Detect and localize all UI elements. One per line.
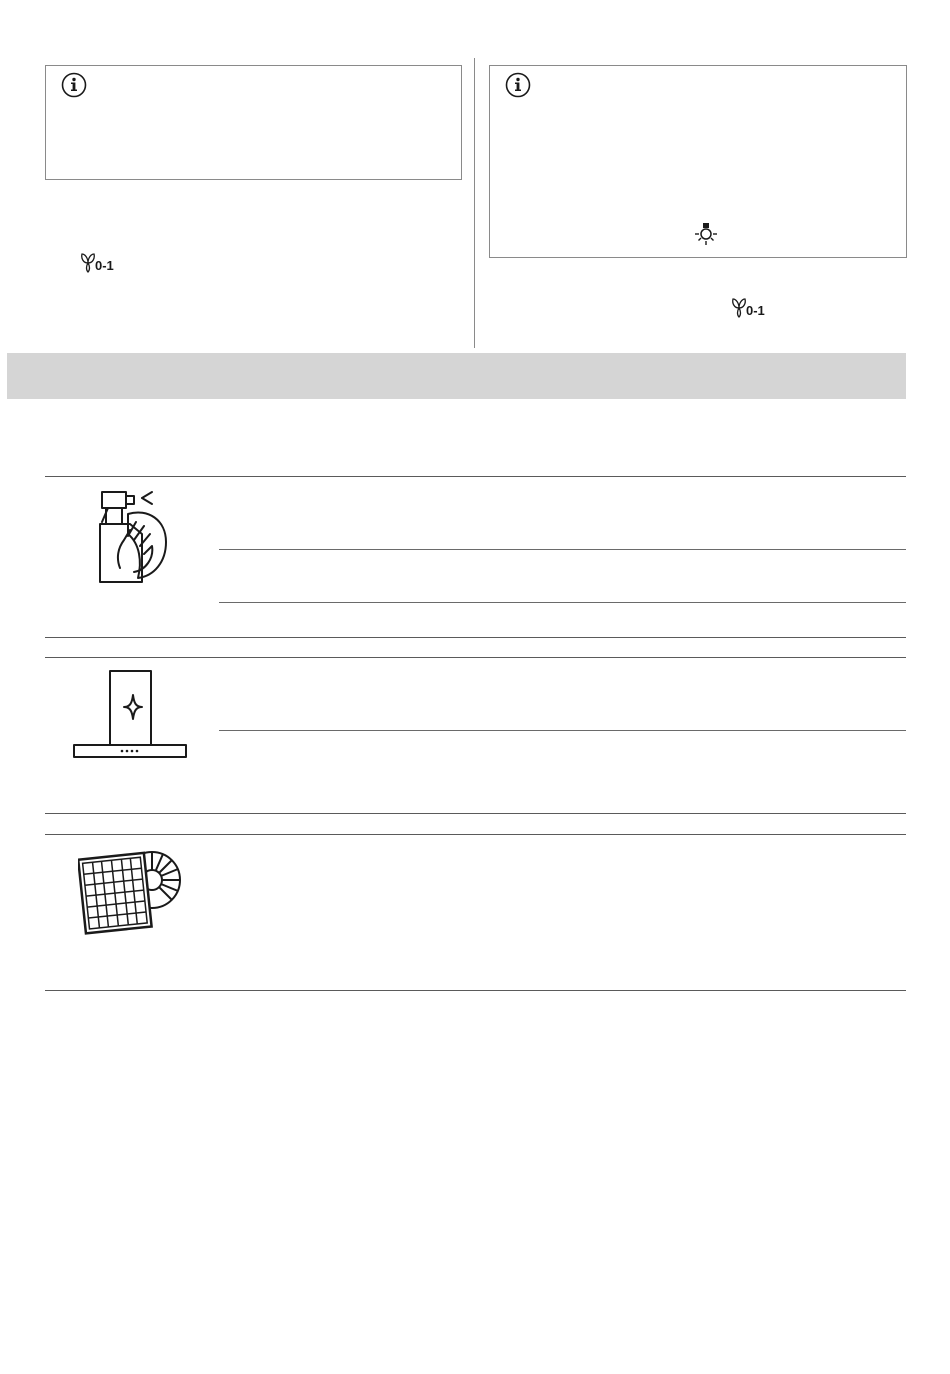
grease-filter-icon (78, 842, 182, 938)
fan-icon (731, 296, 747, 318)
table-rule (45, 657, 906, 658)
table-inner-rule (219, 549, 906, 550)
table-rule (45, 990, 906, 991)
info-box-right (489, 65, 907, 258)
cooker-hood-icon (72, 669, 188, 761)
section-header-bar (7, 353, 906, 399)
light-bulb-icon (692, 221, 720, 249)
fan-icon (80, 251, 96, 273)
fan-speed-symbol-left (80, 251, 114, 273)
info-icon (61, 72, 87, 98)
fan-speed-symbol-right (731, 296, 765, 318)
table-rule (45, 476, 906, 477)
table-rule (45, 813, 906, 814)
info-box-left (45, 65, 462, 180)
fan-speed-label: 0-1 (746, 303, 765, 318)
spray-bottle-cloth-icon (90, 484, 172, 586)
column-divider (474, 58, 475, 348)
table-rule (45, 834, 906, 835)
info-icon (505, 72, 531, 98)
fan-speed-label: 0-1 (95, 258, 114, 273)
table-rule (45, 637, 906, 638)
table-inner-rule (219, 730, 906, 731)
table-inner-rule (219, 602, 906, 603)
